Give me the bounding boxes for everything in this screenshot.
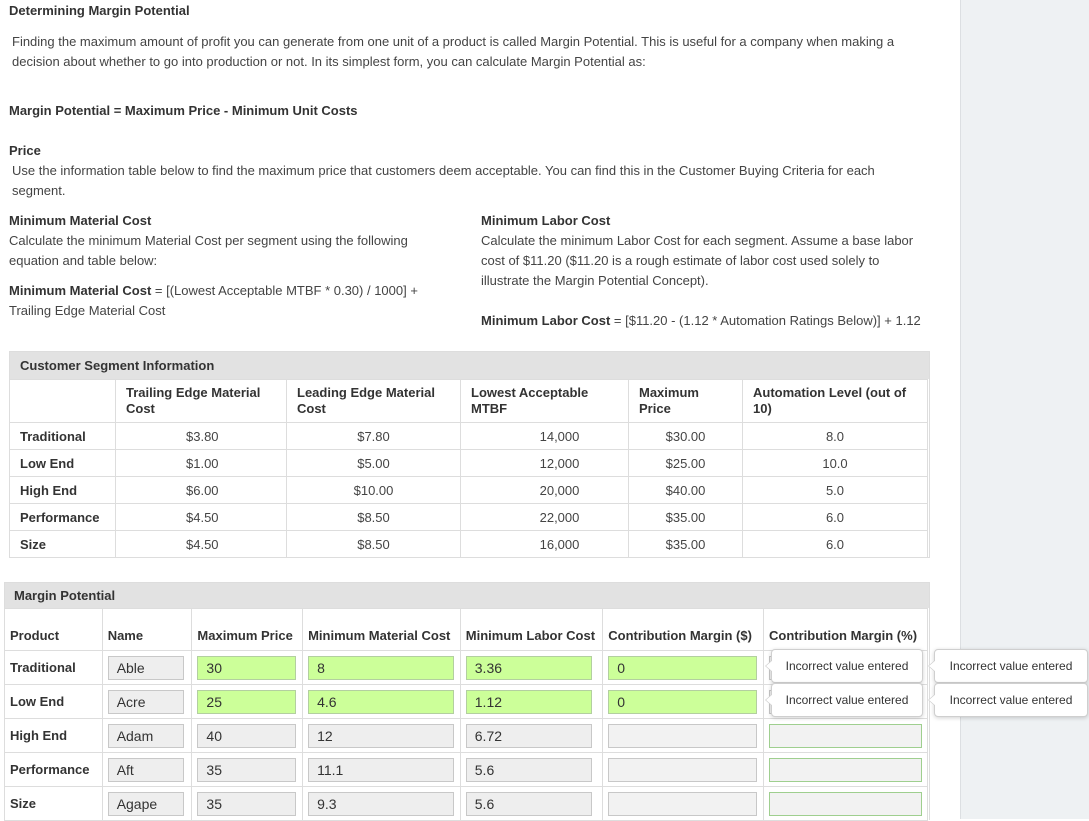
segment-name: Performance <box>10 504 116 531</box>
segment-col-trailing: Trailing Edge Material Cost <box>116 380 287 423</box>
mtbf-value: 20,000 <box>461 477 629 504</box>
segment-table-title: Customer Segment Information <box>10 352 929 379</box>
max-price-input[interactable]: 35 <box>197 792 296 816</box>
labor-formula-text: = [$11.20 - (1.12 * Automation Ratings Below)] + 1.12 <box>610 313 921 328</box>
segment-row <box>10 450 928 477</box>
segment-row <box>10 477 928 504</box>
product-label: Size <box>5 787 103 821</box>
segment-col-price: Maximum Price <box>629 380 743 423</box>
product-label: High End <box>5 719 103 753</box>
mtbf-value: 14,000 <box>461 423 629 450</box>
intro-text: Finding the maximum amount of profit you can generate from one unit of a product is called Margin Potential. This is useful for a company when making a decision about whether to go into production or not. In its simplest form, you can calculate Margin Potential as: <box>12 34 895 69</box>
margin-col-cm-dollar: Contribution Margin ($) <box>603 609 764 651</box>
labor-cost-input[interactable]: 5.6 <box>466 758 592 782</box>
cm-dollar-input[interactable]: 0 <box>608 690 757 714</box>
segment-col-leading: Leading Edge Material Cost <box>287 380 461 423</box>
max-price: $35.00 <box>629 531 743 558</box>
cm-dollar-input[interactable]: 0 <box>608 656 757 680</box>
validation-tooltip: Incorrect value entered <box>771 683 923 717</box>
margin-row <box>5 753 928 787</box>
leading-cost: $5.00 <box>287 450 461 477</box>
margin-col-product: Product <box>5 609 103 651</box>
material-cost-input[interactable]: 11.1 <box>308 758 454 782</box>
segment-col-mtbf: Lowest Acceptable MTBF <box>461 380 629 423</box>
margin-col-max-price: Maximum Price <box>192 609 303 651</box>
product-label: Low End <box>5 685 103 719</box>
trailing-cost: $1.00 <box>116 450 287 477</box>
material-formula-text: = [(Lowest Acceptable MTBF * 0.30) / 1000] + Trailing Edge Material Cost <box>9 283 418 318</box>
validation-tooltip: Incorrect value entered <box>934 683 1088 717</box>
max-price-input[interactable]: 35 <box>197 758 296 782</box>
margin-col-name: Name <box>102 609 192 651</box>
labor-cost-input[interactable]: 3.36 <box>466 656 592 680</box>
labor-heading: Minimum Labor Cost <box>481 213 611 228</box>
material-cost-input[interactable]: 12 <box>308 724 454 748</box>
max-price: $35.00 <box>629 504 743 531</box>
segment-name: Traditional <box>10 423 116 450</box>
leading-cost: $10.00 <box>287 477 461 504</box>
trailing-cost: $6.00 <box>116 477 287 504</box>
labor-formula <box>481 311 931 331</box>
material-formula-label: Minimum Material Cost <box>9 283 152 298</box>
margin-table-title: Margin Potential <box>5 583 929 608</box>
max-price: $30.00 <box>629 423 743 450</box>
segment-name: Low End <box>10 450 116 477</box>
max-price: $40.00 <box>629 477 743 504</box>
segment-name: High End <box>10 477 116 504</box>
automation-level: 6.0 <box>743 531 928 558</box>
max-price-input[interactable]: 25 <box>197 690 296 714</box>
material-formula <box>9 281 459 321</box>
product-name-field: Adam <box>108 724 184 748</box>
automation-level: 8.0 <box>743 423 928 450</box>
trailing-cost: $4.50 <box>116 531 287 558</box>
segment-row <box>10 504 928 531</box>
automation-level: 6.0 <box>743 504 928 531</box>
segment-row <box>10 531 928 558</box>
leading-cost: $7.80 <box>287 423 461 450</box>
margin-row <box>5 719 928 753</box>
trailing-cost: $3.80 <box>116 423 287 450</box>
product-label: Traditional <box>5 651 103 685</box>
margin-col-cm-pct: Contribution Margin (%) <box>764 609 928 651</box>
price-heading: Price <box>9 143 41 158</box>
automation-level: 10.0 <box>743 450 928 477</box>
labor-text: Calculate the minimum Labor Cost for each segment. Assume a base labor cost of $11.20 ($11.20 is a rough estimate of labor cost used solely to illustrate the Margin Potential Concept). <box>481 233 914 288</box>
segment-table <box>9 379 928 558</box>
product-name-field: Aft <box>108 758 184 782</box>
cm-percent-input[interactable] <box>769 724 922 748</box>
material-text: Calculate the minimum Material Cost per segment using the following equation and table below: <box>9 233 408 268</box>
material-heading: Minimum Material Cost <box>9 213 152 228</box>
price-text: Use the information table below to find the maximum price that customers deem acceptable. You can find this in the Customer Buying Criteria for each segment. <box>12 163 875 198</box>
cm-percent-input[interactable] <box>769 792 922 816</box>
cm-percent-input[interactable] <box>769 758 922 782</box>
max-price-input[interactable]: 40 <box>197 724 296 748</box>
cm-dollar-input[interactable] <box>608 758 757 782</box>
segment-row <box>10 423 928 450</box>
material-cost-input[interactable]: 9.3 <box>308 792 454 816</box>
leading-cost: $8.50 <box>287 531 461 558</box>
segment-col-automation: Automation Level (out of 10) <box>743 380 928 423</box>
labor-cost-input[interactable]: 6.72 <box>466 724 592 748</box>
material-cost-input[interactable]: 4.6 <box>308 690 454 714</box>
product-name-field: Agape <box>108 792 184 816</box>
automation-level: 5.0 <box>743 477 928 504</box>
material-cost-input[interactable]: 8 <box>308 656 454 680</box>
product-name-field: Able <box>108 656 184 680</box>
segment-col-blank <box>10 380 116 423</box>
mtbf-value: 16,000 <box>461 531 629 558</box>
labor-formula-label: Minimum Labor Cost <box>481 313 611 328</box>
leading-cost: $8.50 <box>287 504 461 531</box>
cm-dollar-input[interactable] <box>608 792 757 816</box>
formula-text: Margin Potential = Maximum Price - Minimum Unit Costs <box>9 103 358 118</box>
margin-row <box>5 787 928 821</box>
labor-cost-input[interactable]: 1.12 <box>466 690 592 714</box>
margin-col-labor: Minimum Labor Cost <box>460 609 602 651</box>
validation-tooltip: Incorrect value entered <box>771 649 923 683</box>
segment-name: Size <box>10 531 116 558</box>
segment-table-panel <box>9 351 930 558</box>
mtbf-value: 12,000 <box>461 450 629 477</box>
product-label: Performance <box>5 753 103 787</box>
labor-cost-input[interactable]: 5.6 <box>466 792 592 816</box>
mtbf-value: 22,000 <box>461 504 629 531</box>
max-price: $25.00 <box>629 450 743 477</box>
product-name-field: Acre <box>108 690 184 714</box>
validation-tooltip: Incorrect value entered <box>934 649 1088 683</box>
max-price-input[interactable]: 30 <box>197 656 296 680</box>
cm-dollar-input[interactable] <box>608 724 757 748</box>
margin-col-material: Minimum Material Cost <box>303 609 461 651</box>
trailing-cost: $4.50 <box>116 504 287 531</box>
page-title: Determining Margin Potential <box>9 3 190 18</box>
